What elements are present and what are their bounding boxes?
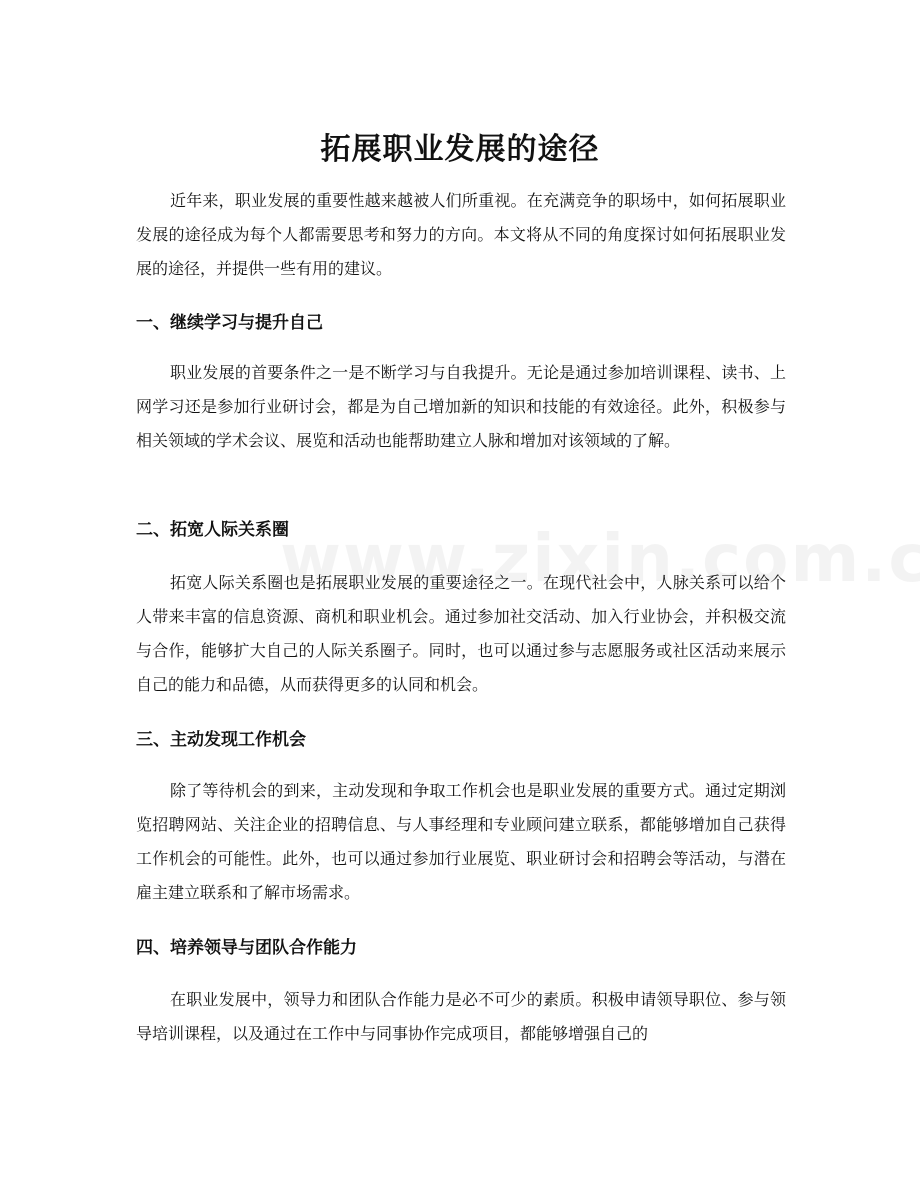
section-heading-1: 一、继续学习与提升自己 (136, 313, 323, 333)
section-heading-4: 四、培养领导与团队合作能力 (136, 938, 357, 958)
page-title: 拓展职业发展的途径 (320, 132, 600, 168)
section-body-4: 在职业发展中，领导力和团队合作能力是必不可少的素质。积极申请领导职位、参与领导培训课程，以及通过在工作中与同事协作完成项目，都能够增强自己的 (136, 990, 786, 1043)
section-body-3: 除了等待机会的到来，主动发现和争取工作机会也是职业发展的重要方式。通过定期浏览招聘网站、关注企业的招聘信息、与人事经理和专业顾问建立联系，都能够增加自己获得工作机会的可能性。此外，也可以通过参加行业展览、职业研讨会和招聘会等活动，与潜在雇主建立联系和了解市场需求。 (136, 781, 786, 902)
section-heading-2: 二、拓宽人际关系圈 (136, 520, 289, 540)
section-body-2: 拓宽人际关系圈也是拓展职业发展的重要途径之一。在现代社会中，人脉关系可以给个人带来丰富的信息资源、商机和职业机会。通过参加社交活动、加入行业协会，并积极交流与合作，能够扩大自己的人际关系圈子。同时，也可以通过参与志愿服务或社区活动来展示自己的能力和品德，从而获得更多的认同和机会。 (136, 573, 786, 694)
intro-paragraph: 近年来，职业发展的重要性越来越被人们所重视。在充满竞争的职场中，如何拓展职业发展的途径成为每个人都需要思考和努力的方向。本文将从不同的角度探讨如何拓展职业发展的途径，并提供一些有用的建议。 (136, 191, 786, 278)
section-body-1: 职业发展的首要条件之一是不断学习与自我提升。无论是通过参加培训课程、读书、上网学习还是参加行业研讨会，都是为自己增加新的知识和技能的有效途径。此外，积极参与相关领域的学术会议、展览和活动也能帮助建立人脉和增加对该领域的了解。 (136, 363, 786, 450)
section-heading-3: 三、主动发现工作机会 (136, 730, 306, 750)
